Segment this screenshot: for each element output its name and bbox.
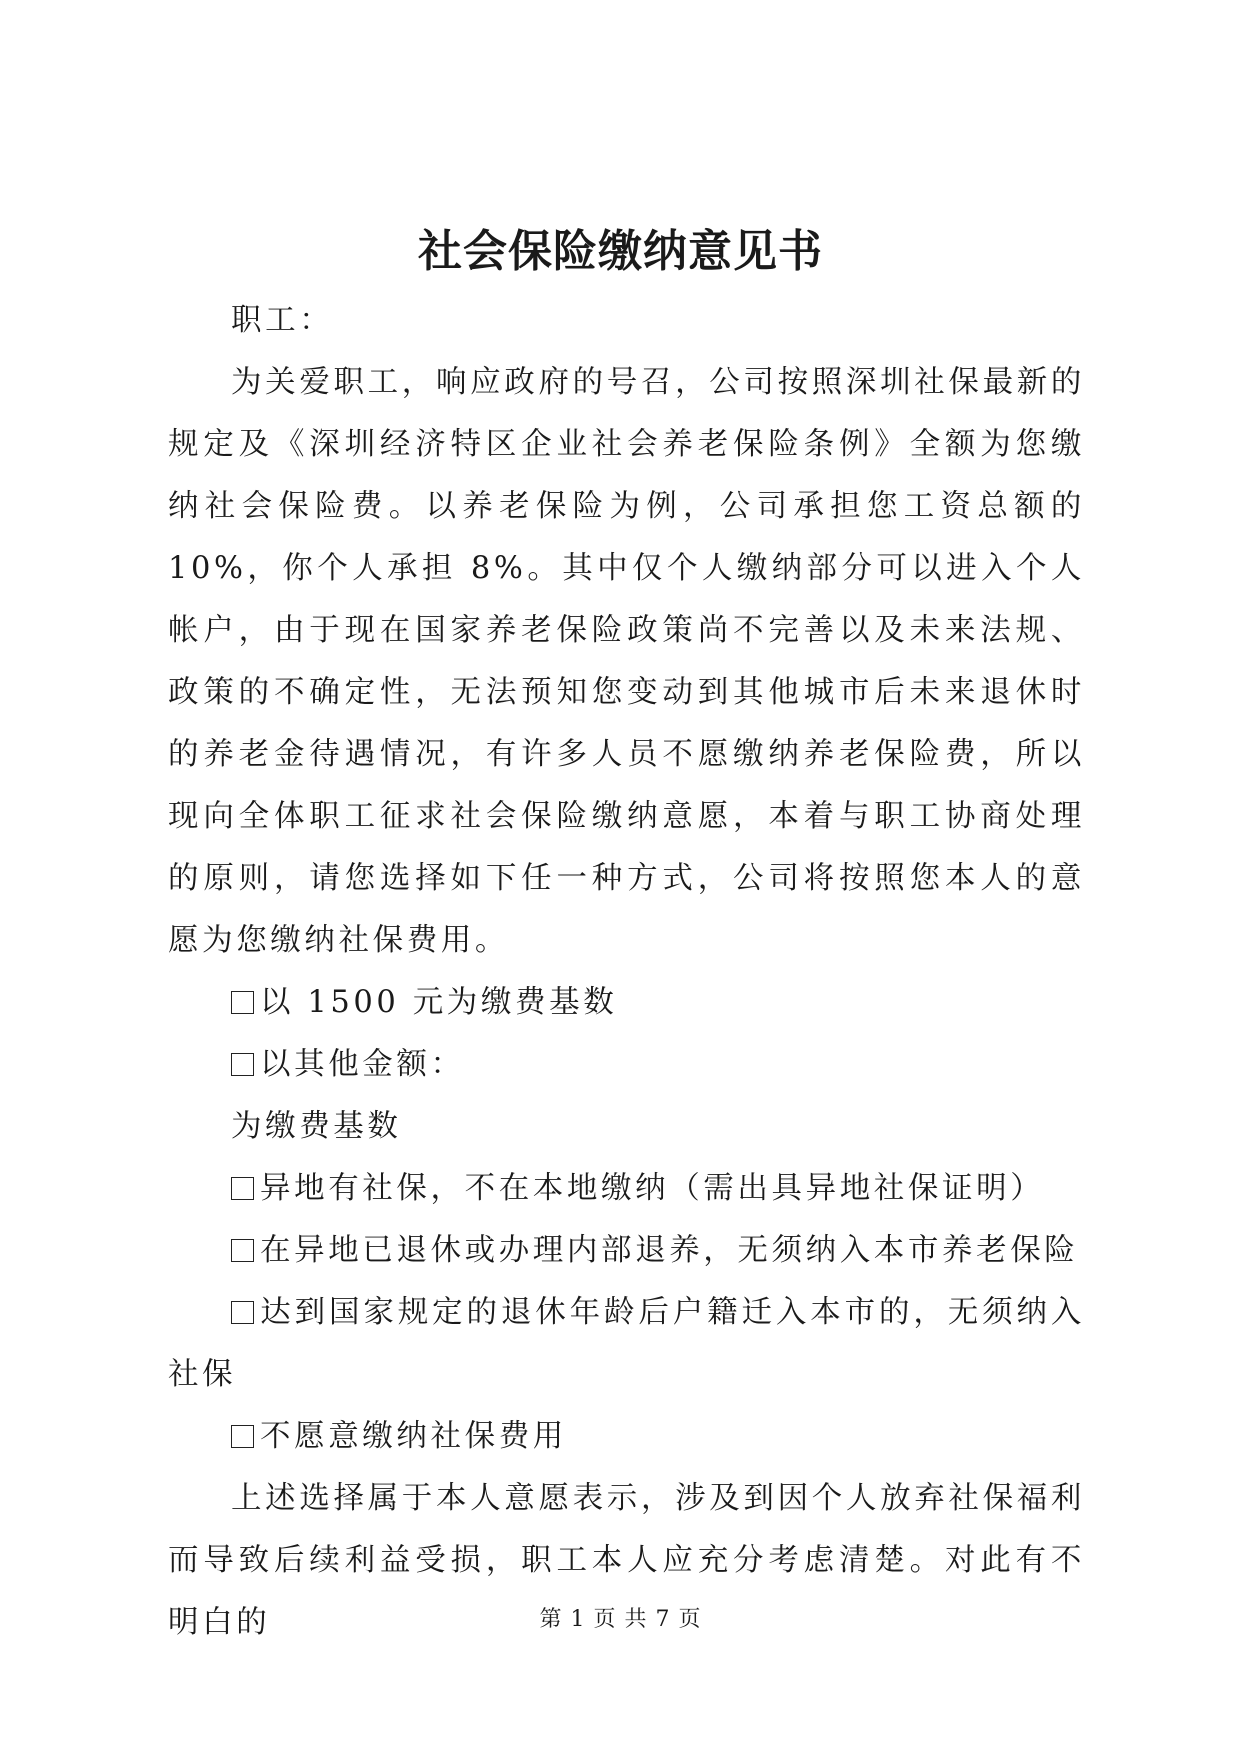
document-title: 社会保险缴纳意见书 — [418, 226, 823, 277]
option-retired-elsewhere[interactable] — [168, 1220, 1085, 1282]
checkbox-icon[interactable] — [231, 1301, 254, 1324]
salutation: 职工： — [231, 303, 334, 338]
option-other-amount[interactable] — [168, 1034, 1085, 1096]
option-label: 在异地已退休或办理内部退养，无须纳入本市养老保险 — [260, 1233, 1079, 1268]
option-label: 达到国家规定的退休年龄后户籍迁入本市的，无须纳入社保 — [168, 1295, 1085, 1392]
option-label: 以其他金额： — [260, 1047, 465, 1082]
option-decline[interactable] — [168, 1406, 1085, 1468]
checkbox-icon[interactable] — [231, 991, 254, 1014]
option-label: 异地有社保，不在本地缴纳（需出具异地社保证明） — [260, 1171, 1045, 1206]
option-retirement-age-migration[interactable] — [168, 1282, 1085, 1406]
option-label: 不愿意缴纳社保费用 — [260, 1419, 567, 1454]
option-1500-base[interactable] — [168, 972, 1085, 1034]
document-body — [168, 290, 1085, 1654]
checkbox-icon[interactable] — [231, 1177, 254, 1200]
option-label: 以 1500 元为缴费基数 — [260, 985, 618, 1020]
intro-paragraph: 为关爱职工，响应政府的号召，公司按照深圳社保最新的规定及《深圳经济特区企业社会养老保险条例》全额为您缴纳社会保险费。以养老保险为例，公司承担您工资总额的 10%，你个人承担 8%。其中仅个人缴纳部分可以进入个人帐户，由于现在国家养老保险政策尚不完善以及未来法规、政策的不确定性，无法预知您变动到其他城市后未来退休时的养老金待遇情况，有许多人员不愿缴纳养老保险费，所以现向全体职工征求社会保险缴纳意愿，本着与职工协商处理的原则，请您选择如下任一种方式，公司将按照您本人的意愿为您缴纳社保费用。 — [168, 365, 1085, 958]
checkbox-icon[interactable] — [231, 1425, 254, 1448]
checkbox-icon[interactable] — [231, 1053, 254, 1076]
option-insured-elsewhere[interactable] — [168, 1158, 1085, 1220]
checkbox-icon[interactable] — [231, 1239, 254, 1262]
closing-paragraph: 上述选择属于本人意愿表示，涉及到因个人放弃社保福利而导致后续利益受损，职工本人应充分考虑清楚。对此有不明白的 — [168, 1481, 1085, 1640]
other-amount-suffix: 为缴费基数 — [231, 1109, 402, 1144]
page-footer: 第 1 页 共 7 页 — [539, 1607, 702, 1632]
